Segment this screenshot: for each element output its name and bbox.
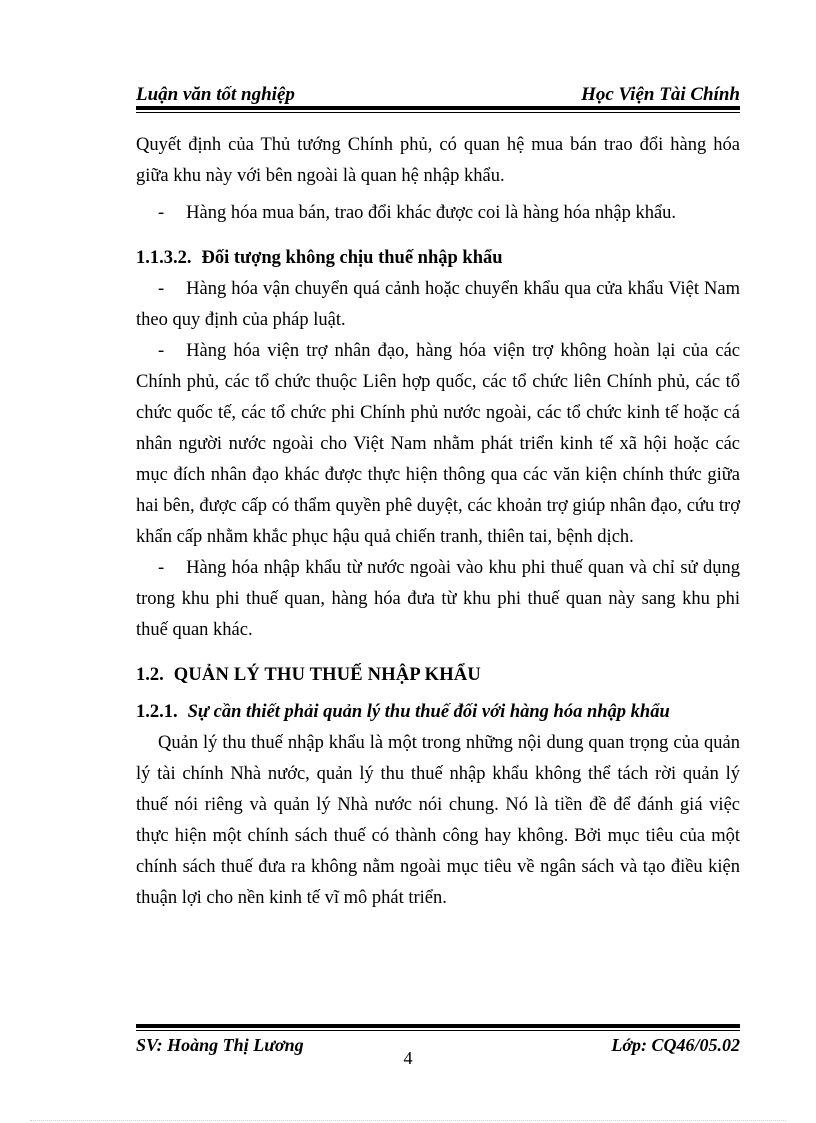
- header-thesis-title: Luận văn tốt nghiệp: [136, 84, 295, 105]
- heading-number: 1.2.1.: [136, 702, 178, 722]
- dash-marker: -: [158, 279, 165, 299]
- heading-1-2: [136, 660, 740, 691]
- paragraph-bullet-aid: [136, 336, 740, 553]
- paragraph-bullet-non-tariff-zone: [136, 553, 740, 646]
- page-edge-divider: [30, 1120, 786, 1122]
- heading-title: Sự cần thiết phải quản lý thu thuế đối với hàng hóa nhập khẩu: [187, 702, 670, 722]
- dash-marker: -: [158, 341, 165, 361]
- heading-1-2-1: [136, 697, 740, 728]
- paragraph-text: Hàng hóa nhập khẩu từ nước ngoài vào khu phi thuế quan và chỉ sử dụng trong khu phi thuế quan, hàng hóa đưa từ khu phi thuế quan này sang khu phi thuế quan khác.: [136, 558, 740, 640]
- paragraph-text: Hàng hóa vận chuyển quá cảnh hoặc chuyển khẩu qua cửa khẩu Việt Nam theo quy định của pháp luật.: [136, 279, 740, 330]
- footer-rule-thick: [136, 1024, 740, 1028]
- paragraph-text: Hàng hóa mua bán, trao đổi khác được coi là hàng hóa nhập khẩu.: [186, 203, 677, 223]
- heading-1-1-3-2: [136, 243, 740, 274]
- page-header: [136, 80, 740, 106]
- paragraph-text: Hàng hóa viện trợ nhân đạo, hàng hóa viện trợ không hoàn lại của các Chính phủ, các tổ chức thuộc Liên hợp quốc, các tổ chức liên Chính phủ, các tổ chức quốc tế, các tổ chức phi Chính phủ nước ngoài, các tổ chức kinh tế hoặc cá nhân người nước ngoài cho Việt Nam nhằm phát triển kinh tế xã hội hoặc các mục đích nhân đạo khác được thực hiện thông qua các văn kiện chính thức giữa hai bên, được cấp có thẩm quyền phê duyệt, các khoản trợ giúp nhân đạo, cứu trợ khẩn cấp nhằm khắc phục hậu quả chiến tranh, thiên tai, bệnh dịch.: [136, 341, 740, 547]
- header-rule-thin: [136, 112, 740, 113]
- heading-number: 1.1.3.2.: [136, 248, 192, 268]
- paragraph-bullet-goods-exchange: [136, 198, 740, 229]
- footer-class: Lớp: CQ46/05.02: [611, 1035, 740, 1055]
- heading-title: Đối tượng không chịu thuế nhập khẩu: [201, 248, 503, 268]
- paragraph-management-necessity: Quản lý thu thuế nhập khẩu là một trong những nội dung quan trọng của quản lý tài chính Nhà nước, quản lý thu thuế nhập khẩu không thể tách rời quản lý thuế nói riêng và quản lý Nhà nước nói chung. Nó là tiền đề để đánh giá việc thực hiện một chính sách thuế có thành công hay không. Bởi mục tiêu của một chính sách thuế đưa ra không nằm ngoài mục tiêu về ngân sách và tạo điều kiện thuận lợi cho nền kinh tế vĩ mô phát triển.: [136, 733, 740, 908]
- footer-student-name: SV: Hoàng Thị Lương: [136, 1035, 304, 1055]
- paragraph-continuation: Quyết định của Thủ tướng Chính phủ, có quan hệ mua bán trao đổi hàng hóa giữa khu này với bên ngoài là quan hệ nhập khẩu.: [136, 135, 740, 186]
- header-institution: Học Viện Tài Chính: [581, 84, 740, 105]
- header-rule-thick: [136, 106, 740, 110]
- heading-number: 1.2.: [136, 665, 164, 685]
- heading-title: QUẢN LÝ THU THUẾ NHẬP KHẨU: [173, 665, 481, 685]
- dash-marker: -: [158, 203, 165, 223]
- paragraph-bullet-transit: [136, 274, 740, 336]
- page-body: [136, 130, 740, 914]
- page-number: 4: [403, 1048, 413, 1068]
- dash-marker: -: [158, 558, 165, 578]
